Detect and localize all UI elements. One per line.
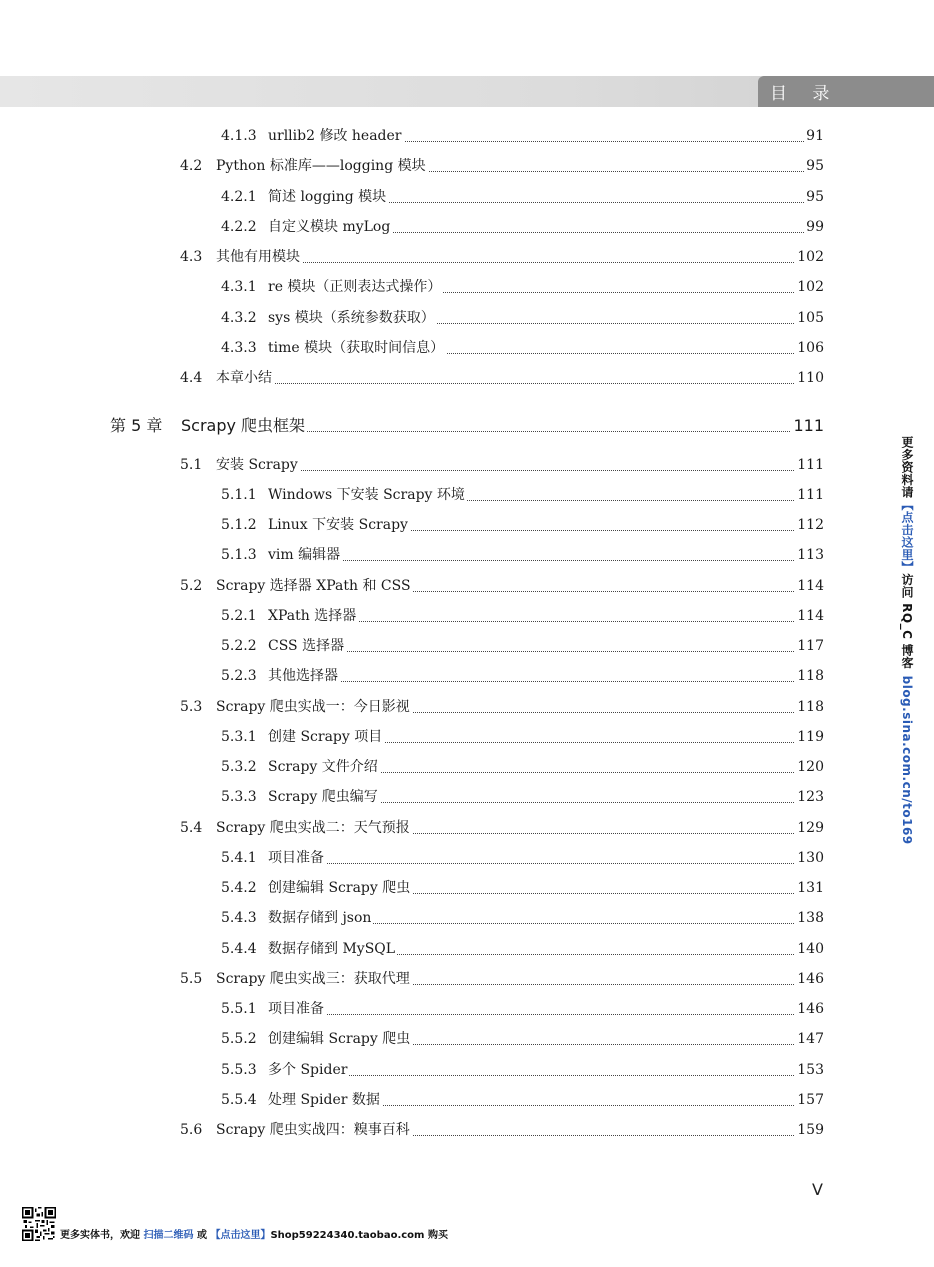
toc-title: 简述 logging 模块 (268, 188, 387, 205)
toc-title: Scrapy 爬虫实战一：今日影视 (216, 698, 410, 715)
toc-title: 数据存储到 MySQL (268, 940, 396, 957)
toc-title: 安装 Scrapy (216, 456, 298, 473)
toc-number: 5.4.4 (221, 940, 257, 957)
toc-number: 4.3.1 (221, 279, 257, 296)
toc-title: vim 编辑器 (268, 547, 341, 564)
toc-number: 4.4 (180, 370, 203, 386)
toc-number: 4.2.2 (221, 218, 257, 235)
toc-subsection[interactable] (0, 604, 934, 628)
toc-page-number: 153 (797, 1061, 824, 1078)
toc-title: Linux 下安装 Scrapy (268, 517, 408, 533)
toc-page-number: 146 (797, 1001, 824, 1017)
toc-page-number: 123 (797, 789, 824, 806)
toc-subsection[interactable] (0, 937, 934, 961)
toc-page-number: 138 (797, 910, 824, 927)
toc-number: 5.4.3 (221, 910, 257, 927)
toc-title: Scrapy 爬虫实战三：获取代理 (216, 970, 410, 987)
toc-page-number: 118 (797, 698, 824, 715)
toc-subsection[interactable] (0, 906, 934, 930)
toc-title: Scrapy 爬虫编写 (268, 789, 378, 806)
toc-page-number: 102 (797, 249, 824, 265)
toc-number: 5.1.3 (221, 547, 257, 564)
toc-leader-dots (216, 469, 822, 471)
section-label: 目 录 (770, 84, 840, 104)
toc-title: sys 模块（系统参数获取） (268, 309, 435, 326)
toc-page-number: 117 (797, 638, 824, 654)
toc-page-number: 111 (793, 416, 824, 436)
toc-number: 5.4.2 (221, 880, 257, 896)
toc-leader-dots (216, 261, 822, 263)
toc-page-number: 114 (797, 607, 824, 624)
toc-subsection[interactable] (0, 215, 934, 239)
toc-subsection[interactable] (0, 543, 934, 567)
toc-subsection[interactable] (0, 185, 934, 209)
toc-page-number: 130 (797, 849, 824, 866)
toc-number: 5.5.2 (221, 1031, 257, 1048)
toc-page-number: 129 (797, 819, 824, 836)
toc-subsection[interactable] (0, 1058, 934, 1082)
qr-code-icon[interactable] (22, 1207, 56, 1241)
toc-number: 5.2 (180, 577, 203, 594)
toc-subsection[interactable] (0, 755, 934, 779)
toc-title: Python 标准库——logging 模块 (216, 158, 426, 175)
toc-page-number: 95 (806, 158, 824, 175)
toc-page-number: 95 (806, 188, 824, 205)
toc-title: Scrapy 爬虫实战二：天气预报 (216, 819, 410, 836)
toc-number: 4.1.3 (221, 128, 257, 144)
toc-title: 处理 Spider 数据 (268, 1091, 380, 1108)
toc-title: 其他有用模块 (216, 249, 300, 265)
toc-title: Scrapy 爬虫框架 (181, 416, 306, 436)
toc-title: 项目准备 (268, 849, 324, 866)
toc-page-number: 112 (797, 517, 824, 533)
toc-number: 5.4.1 (221, 849, 257, 866)
toc-number: 5.2.2 (221, 638, 257, 654)
footer-text: 更多实体书，欢迎 (60, 1230, 144, 1241)
toc-number: 4.3 (180, 249, 203, 265)
section-tab (758, 76, 934, 107)
toc-number: 5.3.3 (221, 789, 257, 806)
side-note (896, 436, 916, 845)
toc-page-number: 105 (797, 309, 824, 326)
toc-leader-dots (268, 1074, 822, 1076)
toc-number: 5.3.1 (221, 728, 257, 745)
toc-subsection[interactable] (0, 634, 934, 658)
toc-title: 自定义模块 myLog (268, 218, 391, 235)
page-number: V (812, 1180, 823, 1199)
toc-number: 4.3.2 (221, 309, 257, 326)
side-note-text-2: 访问 RQ_C 博客 (900, 573, 914, 670)
toc-number: 5.3.2 (221, 759, 257, 775)
toc-title: 多个 Spider (268, 1061, 348, 1078)
toc-section[interactable] (0, 816, 934, 840)
footer-click-link[interactable]: 【点击这里】 (210, 1230, 271, 1241)
toc-title: 项目准备 (268, 1001, 324, 1017)
toc-subsection[interactable] (0, 513, 934, 537)
toc-title: Windows 下安装 Scrapy 环境 (268, 486, 465, 503)
toc-number: 5.5.3 (221, 1061, 257, 1078)
toc-title: Scrapy 爬虫实战四：糗事百科 (216, 1122, 410, 1138)
toc-page-number: 146 (797, 970, 824, 987)
toc-section[interactable] (0, 695, 934, 719)
toc-page-number: 91 (806, 128, 824, 144)
toc-page-number: 106 (797, 339, 824, 356)
toc-subsection[interactable] (0, 1088, 934, 1112)
side-note-link[interactable]: 【点击这里】 (900, 498, 914, 574)
toc-number: 5.1.1 (221, 486, 257, 503)
toc-page-number: 131 (797, 880, 824, 896)
toc-number: 4.2 (180, 158, 203, 175)
toc-number: 5.1.2 (221, 517, 257, 533)
toc-leader-dots (216, 382, 822, 384)
toc-number: 4.2.1 (221, 188, 257, 205)
toc-page-number: 102 (797, 279, 824, 296)
side-note-url[interactable]: blog.sina.com.cn/to169 (900, 675, 914, 845)
footer-or: 或 (193, 1230, 211, 1241)
toc-number: 5.2.1 (221, 607, 257, 624)
side-note-text: 更多资料请 (900, 436, 914, 499)
toc-subsection[interactable] (0, 306, 934, 330)
toc-number: 4.3.3 (221, 339, 257, 356)
toc-number: 5.4 (180, 819, 203, 836)
toc-subsection[interactable] (0, 876, 934, 900)
toc-leader-dots (268, 680, 822, 682)
toc-title: XPath 选择器 (268, 607, 357, 624)
toc-section[interactable] (0, 245, 934, 269)
toc-section[interactable] (0, 154, 934, 178)
toc-title: 数据存储到 json (268, 910, 372, 927)
toc-subsection[interactable] (0, 785, 934, 809)
toc-page-number: 114 (797, 577, 824, 594)
toc-page-number: 147 (797, 1031, 824, 1048)
toc-number: 5.5 (180, 970, 203, 987)
toc-title: time 模块（获取时间信息） (268, 339, 445, 356)
toc-title: urllib2 修改 header (268, 128, 402, 144)
toc-page-number: 110 (797, 370, 824, 386)
toc-page-number: 111 (797, 456, 824, 473)
toc-page-number: 119 (797, 728, 824, 745)
toc-number: 5.2.3 (221, 668, 257, 685)
toc-title: 本章小结 (216, 370, 272, 386)
toc-subsection[interactable] (0, 124, 934, 148)
toc-number: 5.3 (180, 698, 203, 715)
toc-title: 其他选择器 (268, 668, 338, 685)
toc-title: 创建 Scrapy 项目 (268, 728, 383, 745)
toc-page-number: 140 (797, 940, 824, 957)
toc-page-number: 113 (797, 547, 824, 564)
toc-section[interactable] (0, 1118, 934, 1142)
toc-leader-dots (268, 1013, 822, 1015)
toc-subsection[interactable] (0, 664, 934, 688)
toc-chapter[interactable] (0, 414, 934, 438)
toc-page-number: 159 (797, 1122, 824, 1138)
toc-section[interactable] (0, 366, 934, 390)
toc-title: 创建编辑 Scrapy 爬虫 (268, 1031, 411, 1048)
toc-subsection[interactable] (0, 336, 934, 360)
toc-title: re 模块（正则表达式操作） (268, 279, 442, 296)
toc-leader-dots (268, 650, 822, 652)
toc-subsection[interactable] (0, 846, 934, 870)
toc-number: 5.5.4 (221, 1091, 257, 1108)
toc-section[interactable] (0, 967, 934, 991)
footer (22, 1207, 448, 1241)
footer-scan-link[interactable]: 扫描二维码 (143, 1230, 194, 1241)
toc-page-number: 99 (806, 218, 824, 235)
toc-subsection[interactable] (0, 483, 934, 507)
toc-title: 创建编辑 Scrapy 爬虫 (268, 880, 411, 896)
toc-number: 5.6 (180, 1122, 203, 1138)
toc-leader-dots (268, 862, 822, 864)
toc-subsection[interactable] (0, 997, 934, 1021)
toc-title: Scrapy 文件介绍 (268, 759, 378, 775)
toc-subsection[interactable] (0, 725, 934, 749)
toc-page-number: 111 (797, 486, 824, 503)
toc-page-number: 120 (797, 759, 824, 775)
toc-number: 5.5.1 (221, 1001, 257, 1017)
footer-shop[interactable]: Shop59224340.taobao.com 购买 (270, 1230, 448, 1241)
toc-number: 5.1 (180, 456, 203, 473)
toc-title: CSS 选择器 (268, 638, 345, 654)
toc-section[interactable] (0, 453, 934, 477)
toc-subsection[interactable] (0, 275, 934, 299)
toc-section[interactable] (0, 574, 934, 598)
toc-title: Scrapy 选择器 XPath 和 CSS (216, 577, 411, 594)
toc-page-number: 118 (797, 668, 824, 685)
toc-leader-dots (268, 559, 822, 561)
toc-subsection[interactable] (0, 1027, 934, 1051)
toc-page-number: 157 (797, 1091, 824, 1108)
toc-number: 第 5 章 (110, 416, 163, 436)
